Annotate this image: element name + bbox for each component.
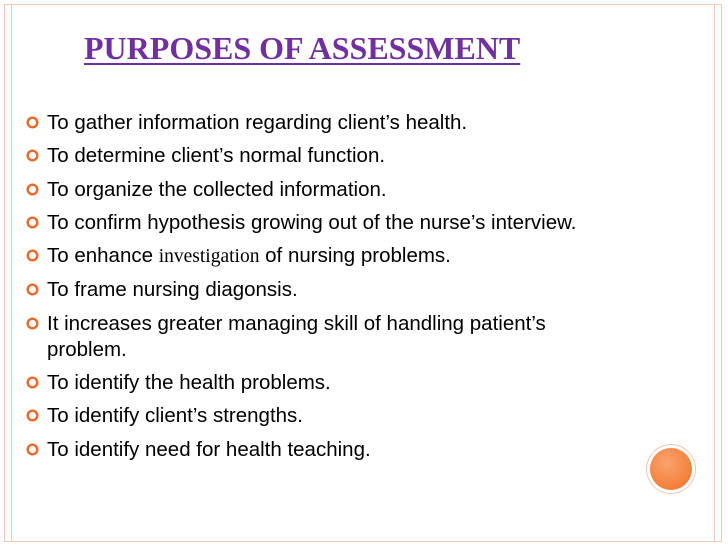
list-item [26,110,586,136]
bullet-icon [26,409,39,422]
bullet-icon [26,283,39,296]
list-item [26,277,586,303]
list-item [26,437,586,463]
list-item-text-start: To enhance [47,244,159,268]
bullet-icon [26,116,39,129]
bullet-icon [26,317,39,330]
list-item-text: To determine client’s normal function. [47,144,386,168]
list-item-text: To identify the health problems. [47,371,331,395]
bullet-icon [26,149,39,162]
bullet-icon [26,183,39,196]
list-item-text: To identify need for health teaching. [47,437,371,461]
bullet-icon [26,216,39,229]
list-item-text: To confirm hypothesis growing out of the nurse’s interview. [47,210,577,234]
emphasized-word: investigation [158,246,260,268]
list-item-text [47,244,451,267]
list-item [26,311,586,363]
list-item [26,370,586,396]
bullet-icon [26,443,39,456]
list-item [26,403,586,429]
page-title: PURPOSES OF ASSESSMENT [84,30,521,66]
list-item-text: To organize the collected information. [47,177,387,201]
list-item-text: To identify client’s strengths. [47,404,303,428]
list-item-text: It increases greater managing skill of handling patient’s problem. [47,311,546,361]
border-line-left [11,5,12,541]
bullet-list [26,110,586,470]
list-item-text: To frame nursing diagonsis. [47,278,298,302]
bullet-icon [26,249,39,262]
list-item-text: To gather information regarding client’s health. [47,111,468,134]
list-item [26,177,586,203]
decorative-orange-circle [650,448,692,490]
list-item [26,243,586,270]
list-item-text-end: of nursing problems. [259,244,451,268]
list-item [26,210,586,236]
list-item [26,143,586,169]
bullet-icon [26,376,39,389]
border-line-right [714,5,715,541]
